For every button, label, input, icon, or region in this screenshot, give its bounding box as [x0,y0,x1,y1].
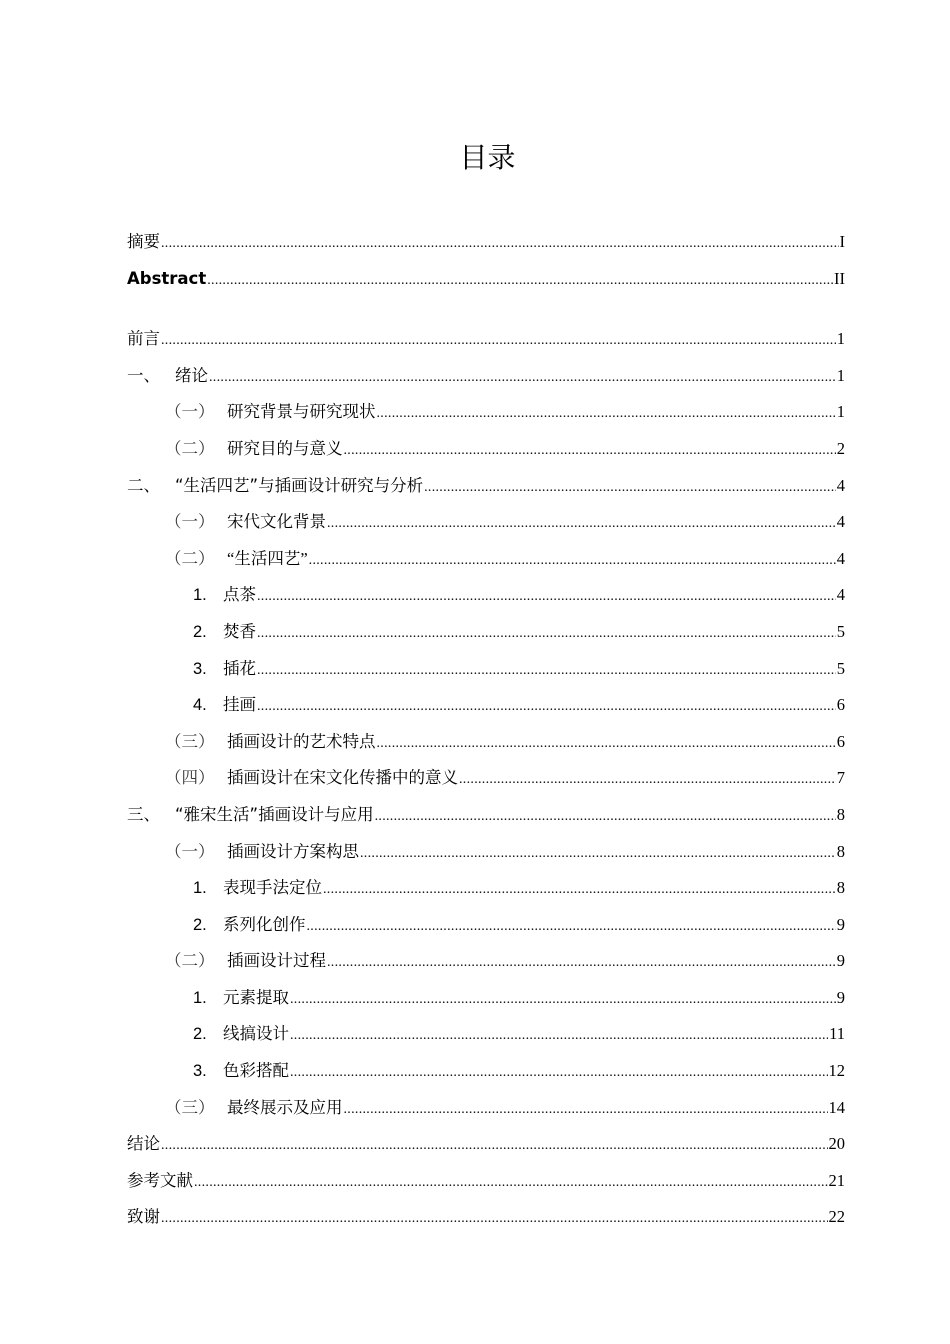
toc-entry-number: 4. [193,696,207,715]
toc-page-number: 20 [828,1134,845,1154]
toc-entry-number: （二） [165,548,215,568]
toc-entry-number: 二、 [127,475,160,495]
toc-entry-text: 元素提取 [223,987,289,1007]
toc-page-number: I [839,232,845,251]
toc-entry-text: 插画设计的艺术特点 [227,731,376,751]
toc-entry-label [193,577,256,614]
toc-page-number: 9 [836,951,845,971]
toc-entry[interactable] [127,614,845,651]
toc-page-number: 7 [836,768,845,788]
toc-page-number: 9 [836,987,845,1007]
toc-page-number: 6 [836,731,845,751]
toc-entry-text: 插画设计方案构思 [227,841,359,861]
dot-leader [344,1090,828,1129]
toc-entry-label [193,614,256,651]
toc-entry-number: （三） [165,731,215,751]
toc-entry-text: 最终展示及应用 [227,1097,343,1117]
toc-page-number: 8 [836,804,845,824]
toc-entry-text: 线搞设计 [223,1024,289,1044]
toc-entry-text: 宋代文化背景 [227,512,326,532]
toc-entry-label [127,224,160,261]
toc-entry-label [165,1090,343,1127]
toc-entry-number: （二） [165,438,215,458]
toc-page-number: 1 [836,402,845,422]
dot-leader [161,1126,828,1165]
toc-entry[interactable] [127,577,845,614]
toc-entry-label [165,504,326,541]
toc-entry[interactable] [127,1053,845,1090]
toc-page-number: 8 [836,841,845,861]
dot-leader [257,687,836,726]
dot-leader [424,468,836,507]
toc-page-number: 5 [836,658,845,678]
dot-leader [207,261,833,300]
toc-entry-label [127,1163,193,1200]
toc-entry-number: 一、 [127,365,160,385]
toc-entry-text: 结论 [127,1134,160,1154]
toc-entry[interactable] [127,760,845,797]
toc-entry[interactable] [127,1090,845,1127]
dot-leader [327,504,836,543]
toc-entry[interactable] [127,687,845,724]
toc-page-number: 14 [828,1097,845,1117]
toc-entry-text: “雅宋生活”插画设计与应用 [175,804,374,824]
dot-leader [309,541,836,580]
toc-entry-text: 致谢 [127,1207,160,1227]
toc-entry-text: 研究背景与研究现状 [227,402,376,422]
toc-entry-label [193,1053,289,1090]
toc-entry[interactable] [127,1126,845,1163]
toc-entry[interactable] [127,943,845,980]
toc-entry-text: 绪论 [175,365,208,385]
dot-leader [375,797,836,836]
toc-entry-number: （四） [165,768,215,788]
dot-leader [360,834,836,873]
toc-entry-label [193,907,306,944]
toc-entry-label [165,943,326,980]
toc-entry-text: 插花 [223,658,256,678]
toc-page-number: 12 [828,1061,845,1081]
toc-page-number: II [834,268,845,288]
toc-entry-text: 插画设计过程 [227,951,326,971]
toc-entry-number: （三） [165,1097,215,1117]
toc-entry-label [127,797,374,834]
toc-entry-text: 插画设计在宋文化传播中的意义 [227,768,458,788]
toc-page-number: 22 [828,1207,845,1227]
toc-entry-number: （一） [165,512,215,532]
toc-page-number: 4 [836,548,845,568]
toc-entry[interactable] [127,724,845,761]
toc-entry-number: 2. [193,915,207,934]
toc-entry[interactable] [127,358,845,395]
toc-entry-label [165,394,376,431]
toc-entry-text: 表现手法定位 [223,878,322,898]
toc-page-number: 1 [836,365,845,385]
toc-page-number: 11 [829,1024,845,1044]
toc-entry[interactable] [127,980,845,1017]
toc-entry[interactable] [127,1199,845,1236]
toc-entry[interactable] [127,834,845,871]
toc-entry-label [165,724,376,761]
toc-entry-label [193,1016,289,1053]
toc-entry-number: 3. [193,659,207,678]
toc-entry-number: 2. [193,1025,207,1044]
toc-entry[interactable] [127,651,845,688]
toc-entry-label [127,261,206,298]
toc-page-number: 1 [836,329,845,349]
toc-entry[interactable] [127,321,845,358]
dot-leader [459,760,836,799]
toc-entry-text: “生活四艺”与插画设计研究与分析 [175,475,424,495]
toc-entry-number: 1. [193,988,207,1007]
dot-leader [327,943,836,982]
toc-entry-label [127,358,208,395]
toc-entry-number: （一） [165,402,215,422]
dot-leader [257,577,836,616]
page-title: 目录 [459,141,516,174]
toc-entry-text: 焚香 [223,621,256,641]
toc-entry-number: （一） [165,841,215,861]
toc-entry[interactable] [127,1163,845,1200]
toc-entry[interactable] [127,431,845,468]
dot-leader [290,1053,828,1092]
toc-entry-label [165,541,308,578]
toc-entry-text: Abstract [127,268,207,288]
dot-leader [194,1163,828,1202]
toc-entry-label [127,1199,160,1236]
toc-page-number: 6 [836,695,845,715]
toc-entry-label [193,870,322,907]
dot-leader [344,431,836,470]
dot-leader [257,651,836,690]
toc-entry[interactable] [127,504,845,541]
toc-entry-label [127,1126,160,1163]
dot-leader [377,724,836,763]
toc-entry-number: 3. [193,1062,207,1081]
dot-leader [257,614,836,653]
toc-entry-label [127,468,423,505]
dot-leader [161,1199,828,1238]
toc-entry-text: 色彩搭配 [223,1061,289,1081]
toc-page-number: 5 [836,621,845,641]
toc-entry-number: 三、 [127,804,160,824]
toc-entry-text: 点茶 [223,585,256,605]
toc-page-number: 9 [836,914,845,934]
dot-leader [307,907,836,946]
toc-entry-label [165,834,359,871]
toc-page-number: 4 [836,475,845,495]
toc-page-number: 21 [828,1170,845,1190]
toc-entry-text: “生活四艺” [227,548,308,568]
dot-leader [290,980,836,1019]
toc-entry[interactable] [127,870,845,907]
table-of-contents [127,224,845,1236]
toc-entry[interactable] [127,797,845,834]
toc-entry[interactable] [127,224,845,261]
toc-entry-number: 2. [193,622,207,641]
toc-entry-label [193,980,289,1017]
toc-entry-text: 研究目的与意义 [227,438,343,458]
toc-entry-number: 1. [193,586,207,605]
toc-entry[interactable] [127,261,845,298]
toc-page-number: 8 [836,878,845,898]
dot-leader [209,358,836,397]
toc-entry-label [165,760,458,797]
toc-entry[interactable] [127,394,845,431]
toc-entry-text: 前言 [127,329,160,349]
toc-page-number: 4 [836,585,845,605]
toc-entry-label [165,431,343,468]
toc-entry-label [127,321,160,358]
toc-entry[interactable] [127,541,845,578]
toc-entry-text: 系列化创作 [223,914,306,934]
toc-entry-number: （二） [165,951,215,971]
dot-leader [161,224,839,263]
toc-entry-text: 挂画 [223,695,256,715]
dot-leader [161,321,836,360]
toc-entry-number: 1. [193,879,207,898]
toc-entry-label [193,651,256,688]
toc-entry-text: 参考文献 [127,1170,193,1190]
toc-entry[interactable] [127,907,845,944]
toc-page-number: 4 [836,512,845,532]
toc-page-number: 2 [836,438,845,458]
toc-entry[interactable] [127,1016,845,1053]
toc-entry[interactable] [127,468,845,505]
dot-leader [323,870,836,909]
toc-entry-text: 摘要 [127,232,160,251]
dot-leader [290,1016,828,1055]
dot-leader [377,394,836,433]
toc-entry-label [193,687,256,724]
